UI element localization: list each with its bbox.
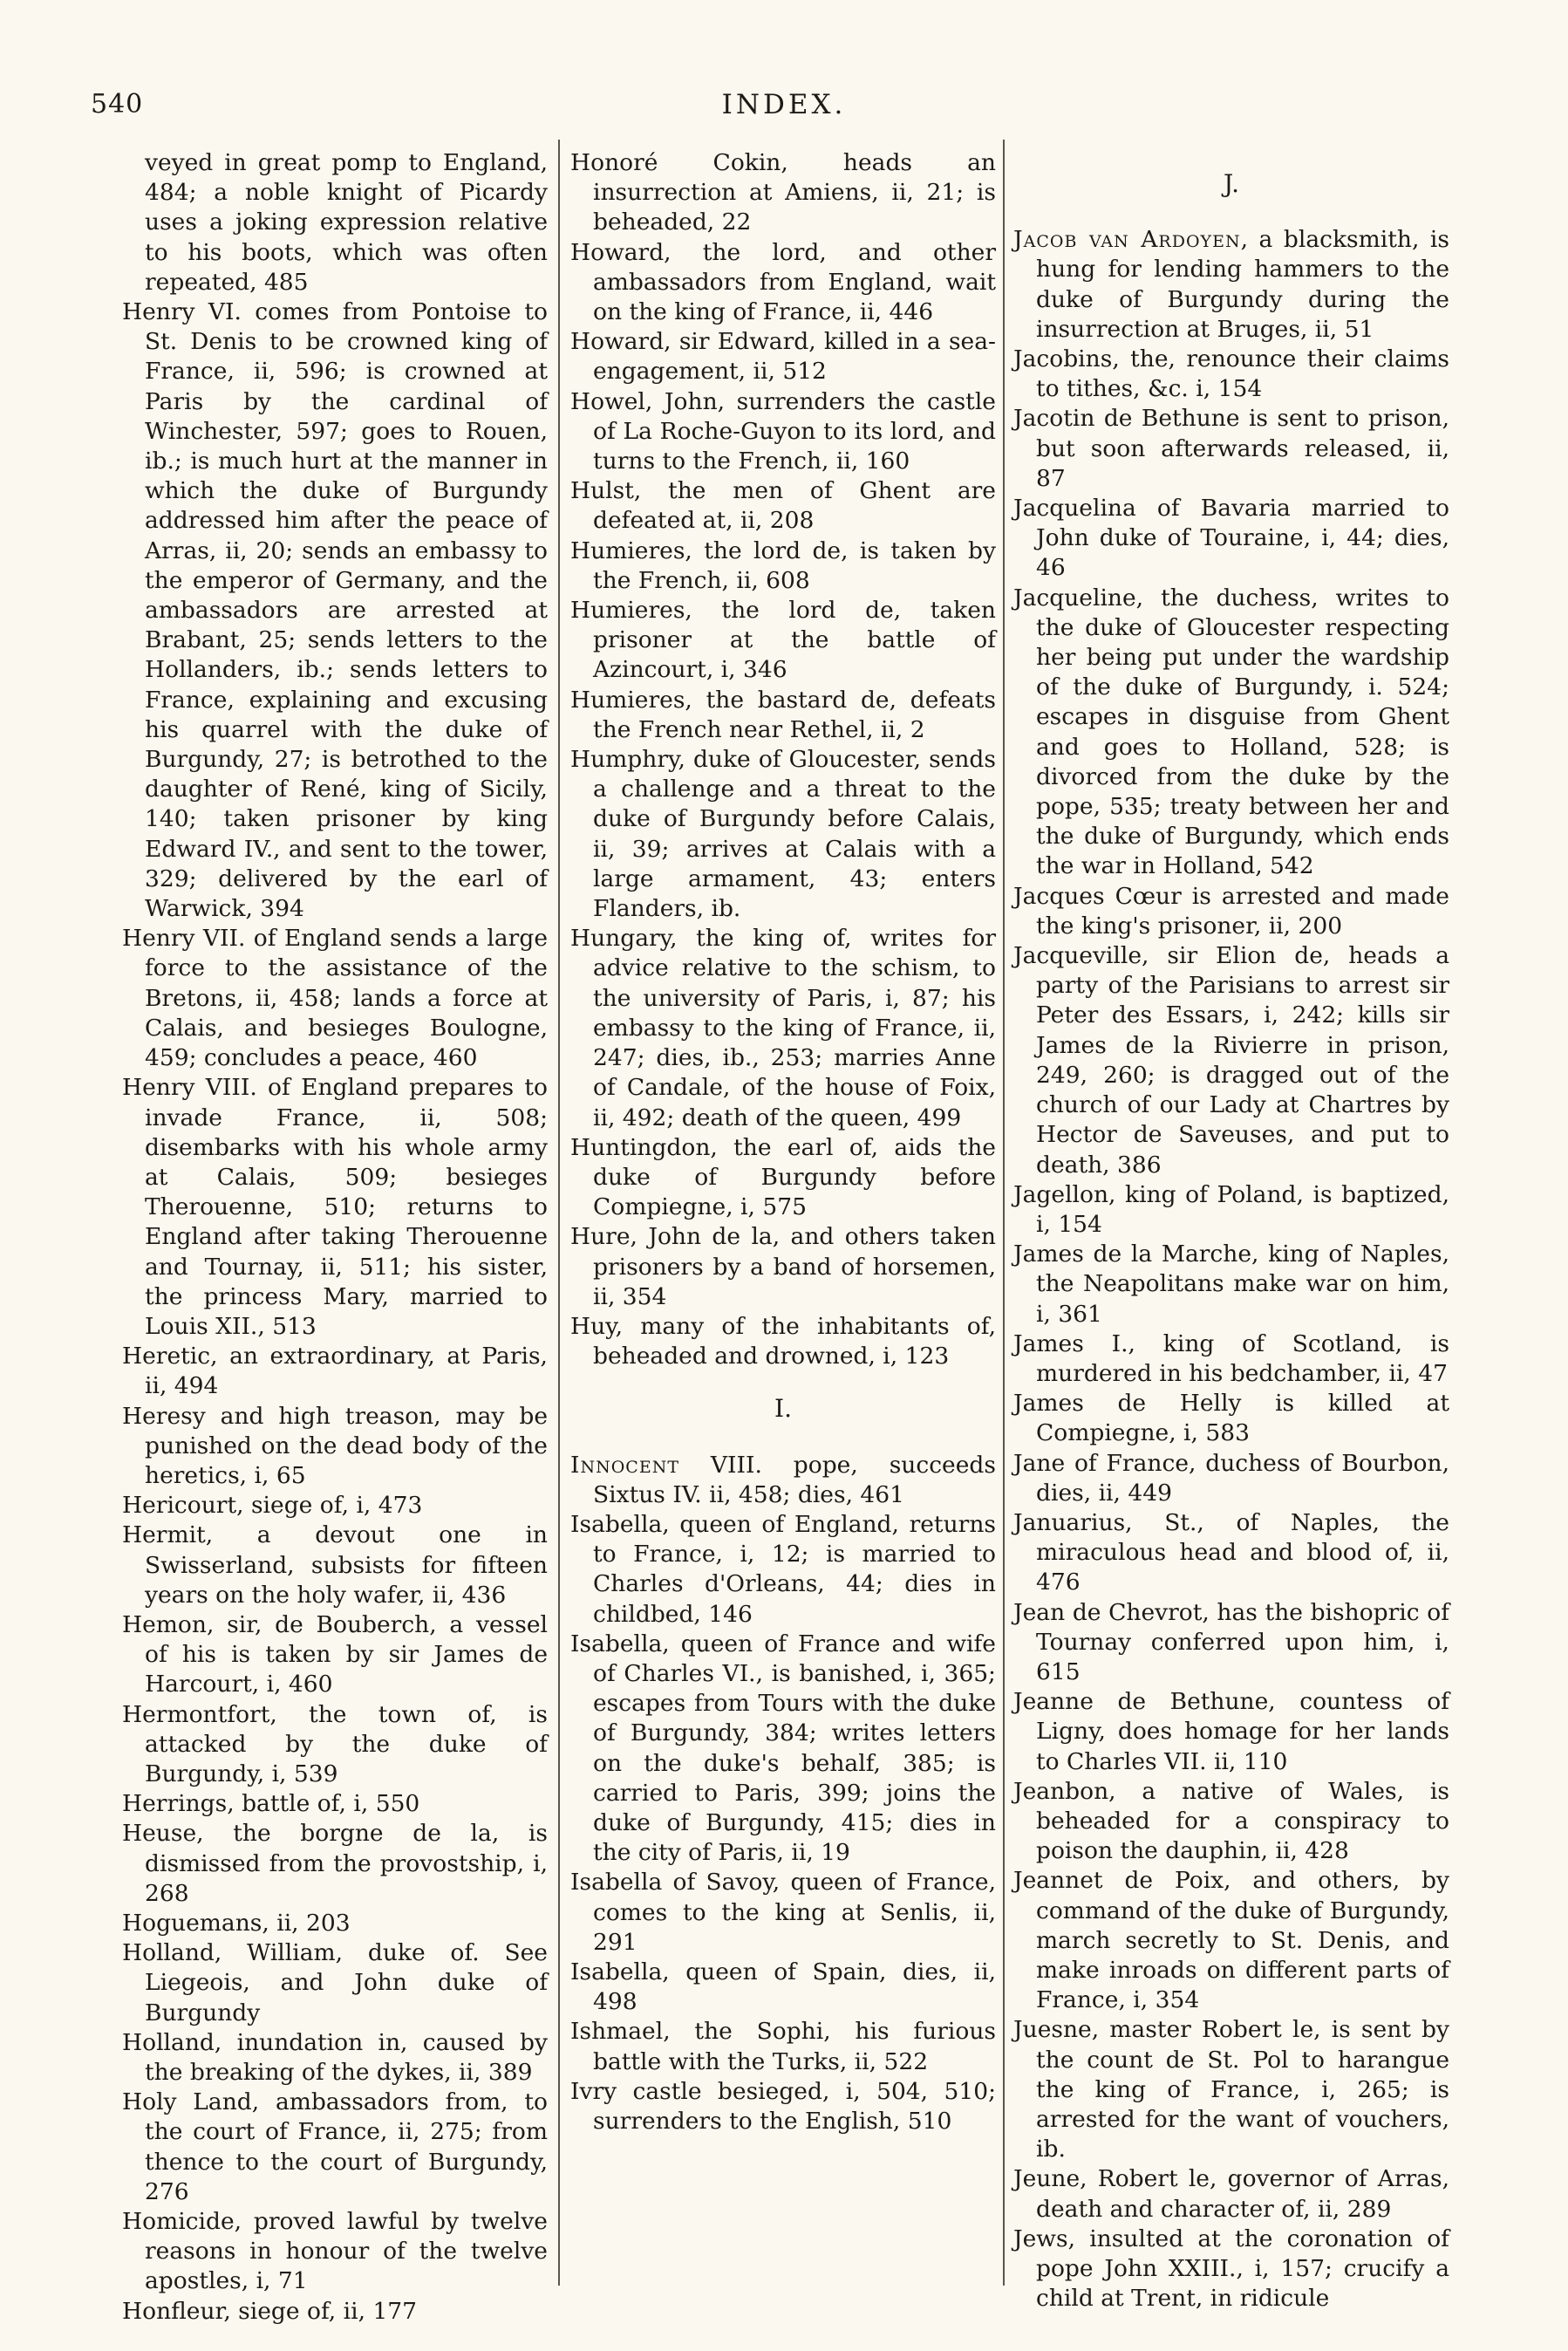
- index-entry: [1013, 1240, 1449, 1329]
- index-entry: [1013, 404, 1449, 494]
- entry-text: Henry VIII. of England prepares to invade France, ii, 508; disembarks with his whole army at Calais, 509; besieges Therouenne, 510; returns to England after taking Therouenne and Tournay, ii, 511; his sister, the princess Mary, married to Louis XII., 513: [122, 1074, 548, 1340]
- entry-text: Jeannet de Poix, and others, by command of the duke of Burgundy, march secretly to St. Denis, and make inroads on different parts of France, i, 354: [1013, 1867, 1449, 2014]
- entry-text: Holland, inundation in, caused by the breaking of the dykes, ii, 389: [122, 2028, 548, 2086]
- index-entry: [570, 1312, 996, 1371]
- index-entry: [122, 2207, 548, 2297]
- index-column-3: [1013, 148, 1449, 2313]
- index-entry: [1013, 1508, 1449, 1598]
- index-entry: [1013, 2225, 1449, 2314]
- index-entry: [122, 2028, 548, 2088]
- index-column-1: [122, 148, 548, 2327]
- index-entry: [122, 1909, 548, 1938]
- index-entry: [122, 1073, 548, 1342]
- entry-text: Humieres, the lord de, is taken by the French, ii, 608: [570, 536, 996, 594]
- index-entry: [570, 1133, 996, 1223]
- entry-text: Hungary, the king of, writes for advice relative to the schism, to the university of Paris, i, 87; his embassy to the king of France, ii, 247; dies, ib., 253; marries Anne of Candale, of the house of Foix, ii, 492; death of the queen, 499: [570, 925, 996, 1131]
- index-entry: [1013, 941, 1449, 1180]
- entry-text: Humieres, the lord de, taken prisoner at the battle of Azincourt, i, 346: [570, 597, 996, 684]
- page-number: 540: [91, 89, 144, 120]
- entry-text: Hermontfort, the town of, is attacked by the duke of Burgundy, i, 539: [122, 1700, 548, 1787]
- entry-text: Hulst, the men of Ghent are defeated at, ii, 208: [570, 477, 996, 535]
- entry-headword: Innocent: [570, 1451, 679, 1479]
- index-entry: [122, 1938, 548, 2028]
- index-entry: [122, 1521, 548, 1610]
- index-entry: [122, 1491, 548, 1521]
- entry-text: Jacobins, the, renounce their claims to tithes, &c. i, 154: [1013, 345, 1449, 403]
- index-entry: [570, 596, 996, 686]
- index-entry: [1013, 225, 1449, 345]
- index-entry: [1013, 494, 1449, 584]
- entry-text: Holy Land, ambassadors from, to the court of France, ii, 275; from thence to the court of Burgundy, 276: [122, 2088, 548, 2205]
- entry-text: Isabella, queen of England, returns to France, i, 12; is married to Charles d'Orleans, 44; dies in childbed, 146: [570, 1510, 996, 1628]
- entry-text: Jacqueville, sir Elion de, heads a party of the Parisians to arrest sir Peter des Essars, i, 242; kills sir James de la Rivierre in prison, 249, 260; is dragged out of the church of our Lady at Chartres by Hector de Saveuses, and put to death, 386: [1013, 942, 1449, 1179]
- index-entry: [570, 924, 996, 1132]
- entry-text: Huntingdon, the earl of, aids the duke of Burgundy before Compiegne, i, 575: [570, 1133, 996, 1221]
- entry-headword: Jacob van Ardoyen: [1013, 226, 1241, 254]
- index-entry: [122, 297, 548, 924]
- index-entry: [570, 1958, 996, 2017]
- entry-text: Jean de Chevrot, has the bishopric of Tournay conferred upon him, i, 615: [1013, 1598, 1449, 1685]
- column-divider: [558, 140, 560, 2286]
- index-entry: [1013, 882, 1449, 941]
- entry-text: Herrings, battle of, i, 550: [122, 1790, 420, 1818]
- index-entry: [570, 2017, 996, 2076]
- index-entry: [570, 745, 996, 924]
- entry-text: Jeanne de Bethune, countess of Ligny, does homage for her lands to Charles VII. ii, 110: [1013, 1688, 1449, 1775]
- index-entry: [122, 1610, 548, 1700]
- entry-text: Jacquelina of Bavaria married to John duke of Touraine, i, 44; dies, 46: [1013, 495, 1449, 582]
- entry-text: James de la Marche, king of Naples, the Neapolitans make war on him, i, 361: [1013, 1240, 1449, 1328]
- entry-text: Hure, John de la, and others taken prisoners by a band of horsemen, ii, 354: [570, 1223, 996, 1310]
- entry-text: Jacques Cœur is arrested and made the king's prisoner, ii, 200: [1013, 882, 1449, 940]
- index-entry: [570, 476, 996, 536]
- entry-text: Jacotin de Bethune is sent to prison, but soon afterwards released, ii, 87: [1013, 405, 1449, 492]
- index-entry: [570, 536, 996, 596]
- index-entry: [570, 387, 996, 477]
- index-entry: [570, 1222, 996, 1312]
- entry-text: Heresy and high treason, may be punished on the dead body of the heretics, i, 65: [122, 1402, 548, 1489]
- index-entry: [570, 2077, 996, 2136]
- entry-text: Ivry castle besieged, i, 504, 510; surrenders to the English, 510: [570, 2077, 996, 2135]
- entry-text: Hermit, a devout one in Swisserland, subsists for fifteen years on the holy wafer, ii, 436: [122, 1521, 548, 1609]
- entry-text: Jane of France, duchess of Bourbon, dies, ii, 449: [1013, 1449, 1449, 1507]
- section-letter: J.: [1224, 169, 1239, 198]
- index-entry: [570, 1630, 996, 1869]
- entry-text: Henry VII. of England sends a large force to the assistance of the Bretons, ii, 458; lands a force at Calais, and besieges Boulogne, 459; concludes a peace, 460: [122, 925, 548, 1072]
- entry-text: Juesne, master Robert le, is sent by the count de St. Pol to harangue the king of France, i, 265; is arrested for the want of vouchers, ib.: [1013, 2016, 1449, 2163]
- index-entry: [122, 924, 548, 1073]
- entry-text: Januarius, St., of Naples, the miraculous head and blood of, ii, 476: [1013, 1508, 1449, 1596]
- index-entry: [122, 148, 548, 297]
- entry-text: Jeanbon, a native of Wales, is beheaded for a conspiracy to poison the dauphin, ii, 428: [1013, 1777, 1449, 1865]
- entry-text: Honfleur, siege of, ii, 177: [122, 2297, 418, 2325]
- entry-text: Howard, the lord, and other ambassadors from England, wait on the king of France, ii, 446: [570, 238, 996, 326]
- index-entry: [1013, 1777, 1449, 1867]
- index-entry: [1013, 584, 1449, 882]
- index-entry: [122, 1402, 548, 1492]
- index-entry: [122, 1342, 548, 1401]
- index-entry: [1013, 1329, 1449, 1389]
- entry-text: Isabella of Savoy, queen of France, comes to the king at Senlis, ii, 291: [570, 1869, 996, 1956]
- entry-text: Isabella, queen of France and wife of Charles VI., is banished, i, 365; escapes from Tours with the duke of Burgundy, 384; writes letters on the duke's behalf, 385; is carried to Paris, 399; joins the duke of Burgundy, 415; dies in the city of Paris, ii, 19: [570, 1630, 996, 1867]
- index-entry: [570, 686, 996, 745]
- entry-text: Jacqueline, the duchess, writes to the duke of Gloucester respecting her being put under the wardship of the duke of Burgundy, i. 524; escapes in disguise from Ghent and goes to Holland, 528; is divorced from the duke by the pope, 535; treaty between her and the duke of Burgundy, which ends the war in Holland, 542: [1013, 584, 1449, 880]
- index-entry: [1013, 345, 1449, 404]
- running-head: INDEX.: [721, 89, 847, 120]
- entry-text: Ishmael, the Sophi, his furious battle with the Turks, ii, 522: [570, 2018, 996, 2075]
- index-entry: [1013, 1866, 1449, 2015]
- entry-text: James de Helly is killed at Compiegne, i, 583: [1013, 1390, 1449, 1447]
- entry-text: Humphry, duke of Gloucester, sends a challenge and a threat to the duke of Burgundy before Calais, ii, 39; arrives at Calais with a large armament, 43; enters Flanders, ib.: [570, 746, 996, 923]
- entry-text: Hoguemans, ii, 203: [122, 1909, 351, 1937]
- entry-text: Holland, William, duke of. See Liegeois, and John duke of Burgundy: [122, 1939, 548, 2026]
- entry-text: Howard, sir Edward, killed in a sea-engagement, ii, 512: [570, 328, 996, 386]
- entry-text: Isabella, queen of Spain, dies, ii, 498: [570, 1958, 996, 2016]
- entry-text: Howel, John, surrenders the castle of La Roche-Guyon to its lord, and turns to the French, ii, 160: [570, 387, 996, 475]
- index-entry: [1013, 1598, 1449, 1688]
- index-entry: [570, 148, 996, 238]
- entry-text: Heretic, an extraordinary, at Paris, ii, 494: [122, 1343, 548, 1400]
- index-entry: [1013, 1389, 1449, 1448]
- page-header: [0, 89, 1568, 127]
- entry-text: Jeune, Robert le, governor of Arras, death and character of, ii, 289: [1013, 2165, 1449, 2223]
- index-entry: [1013, 1449, 1449, 1508]
- index-entry: [570, 1451, 996, 1510]
- entry-text: , a blacksmith, is hung for lending hammers to the duke of Burgundy during the insurrection at Bruges, ii, 51: [1036, 226, 1449, 343]
- section-letter: I.: [774, 1394, 792, 1424]
- index-entry: [570, 1868, 996, 1958]
- index-entry: [570, 238, 996, 328]
- index-entry: [122, 2088, 548, 2207]
- index-entry: [570, 327, 996, 386]
- entry-text: Henry VI. comes from Pontoise to St. Denis to be crowned king of France, ii, 596; is crowned at Paris by the cardinal of Winchester, 597; goes to Rouen, ib.; is much hurt at the manner in which the duke of Burgundy addressed him after the peace of Arras, ii, 20; sends an embassy to the emperor of Germany, and the ambassadors are arrested at Brabant, 25; sends letters to the Hollanders, ib.; sends letters to France, explaining and excusing his quarrel with the duke of Burgundy, 27; is betrothed to the daughter of René, king of Sicily, 140; taken prisoner by king Edward IV., and sent to the tower, 329; delivered by the earl of Warwick, 394: [122, 298, 548, 923]
- entry-text: Huy, many of the inhabitants of, beheaded and drowned, i, 123: [570, 1312, 996, 1370]
- entry-text: Hericourt, siege of, i, 473: [122, 1492, 423, 1520]
- index-entry: [1013, 1180, 1449, 1240]
- entry-text: Honoré Cokin, heads an insurrection at Amiens, ii, 21; is beheaded, 22: [570, 149, 996, 236]
- entry-text: Jagellon, king of Poland, is baptized, i, 154: [1013, 1180, 1449, 1238]
- entry-text: veyed in great pomp to England, 484; a noble knight of Picardy uses a joking expression relative to his boots, which was often repeated, 485: [145, 149, 548, 296]
- index-entry: [122, 1700, 548, 1790]
- index-entry: [122, 1819, 548, 1909]
- entry-text: VIII. pope, succeeds Sixtus IV. ii, 458; dies, 461: [593, 1451, 996, 1508]
- index-entry: [122, 1789, 548, 1819]
- entry-text: Humieres, the bastard de, defeats the French near Rethel, ii, 2: [570, 686, 996, 743]
- column-divider: [1003, 140, 1005, 2286]
- index-entry: [1013, 2164, 1449, 2224]
- entry-text: Hemon, sir, de Bouberch, a vessel of his is taken by sir James de Harcourt, i, 460: [122, 1610, 548, 1698]
- index-entry: [1013, 2015, 1449, 2164]
- entry-text: Jews, insulted at the coronation of pope John XXIII., i, 157; crucify a child at Trent, in ridicule: [1013, 2225, 1449, 2313]
- index-entry: [122, 2297, 548, 2327]
- index-entry: [1013, 1687, 1449, 1777]
- entry-text: James I., king of Scotland, is murdered in his bedchamber, ii, 47: [1013, 1329, 1449, 1387]
- index-column-2: [570, 148, 996, 2136]
- entry-text: Homicide, proved lawful by twelve reasons in honour of the twelve apostles, i, 71: [122, 2208, 548, 2295]
- entry-text: Heuse, the borgne de la, is dismissed from the provostship, i, 268: [122, 1820, 548, 1907]
- index-entry: [570, 1510, 996, 1630]
